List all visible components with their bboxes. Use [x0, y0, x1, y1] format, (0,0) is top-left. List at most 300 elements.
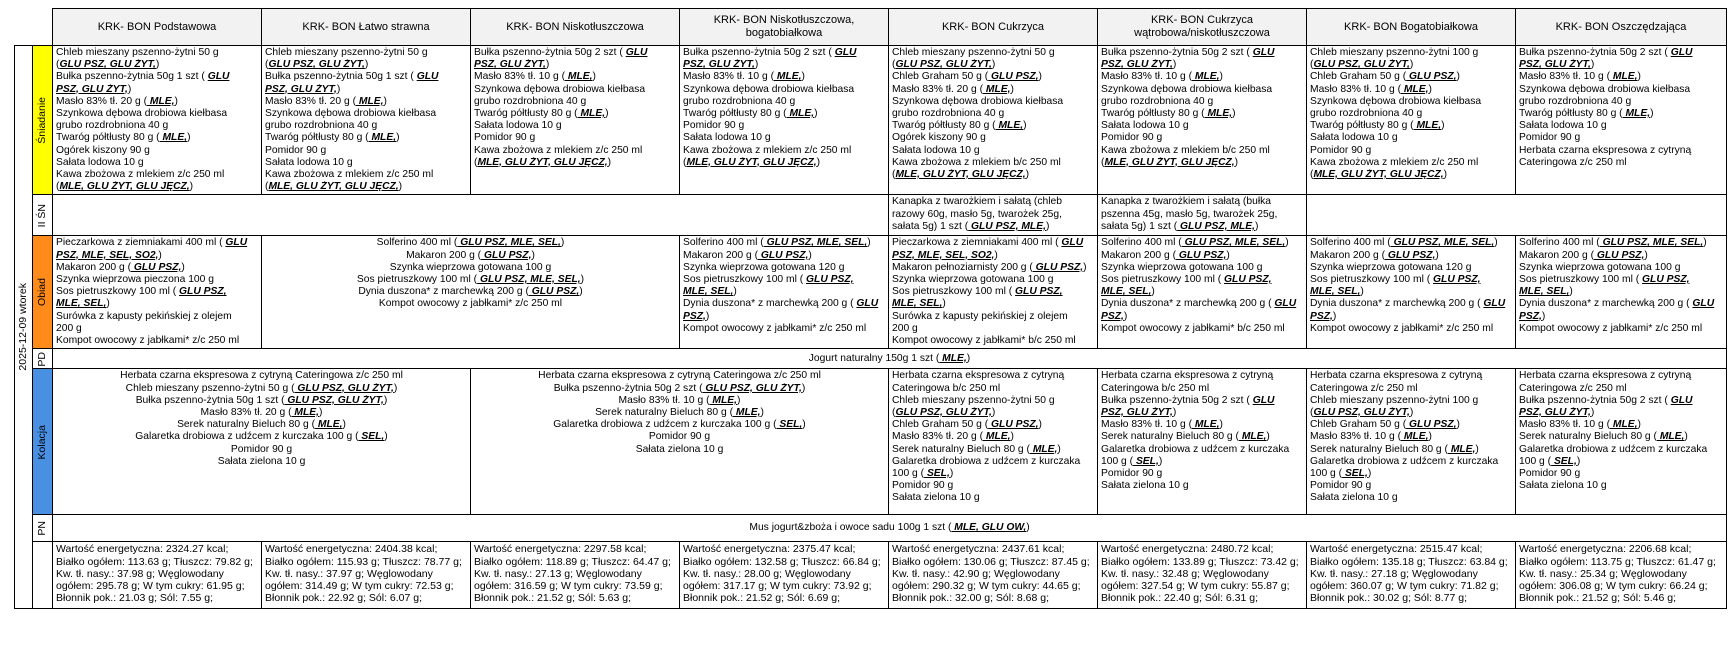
menu-cell	[1516, 369, 1727, 515]
menu-line: Galaretka drobiowa z udźcem z kurczaka	[1519, 443, 1708, 455]
menu-line: Kompot owocowy z jabłkami* z/c 250 ml	[1310, 322, 1494, 334]
menu-line: Chleb Graham 50 g ( GLU PSZ,)	[1310, 71, 1460, 83]
menu-line: Makaron 200 g ( GLU PSZ,)	[1519, 249, 1648, 261]
menu-line: Kw. tł. nasy.: 28.00 g; Węglowodany	[683, 567, 851, 580]
meal-label-kolacja: Kolacja	[33, 369, 53, 515]
allergen-list: MLE, SEL,	[1101, 286, 1152, 298]
menu-line: Dynia duszona* z marchewką 200 g ( GLU	[1519, 298, 1715, 310]
menu-line: Sałata lodowa 10 g	[1101, 120, 1189, 132]
menu-line: Pomidor 90 g	[1310, 480, 1372, 492]
menu-line: Pomidor 90 g	[1519, 468, 1581, 480]
menu-line: Szynka wieprzowa pieczona 100 g	[56, 274, 214, 286]
menu-line: Chleb mieszany pszenno-żytni 100 g	[1310, 394, 1479, 406]
menu-cell	[53, 46, 262, 195]
diet-header: KRK- BON Bogatobiałkowa	[1307, 9, 1516, 46]
allergen-list: GLU	[1483, 298, 1506, 310]
allergen-list: MLE,	[1622, 108, 1651, 120]
nutrition-cell	[1098, 542, 1307, 609]
allergen-list: GLU PSZ,	[179, 286, 227, 298]
menu-line: Kw. tł. nasy.: 25.34 g; Węglowodany	[1519, 567, 1687, 580]
menu-line: Kw. tł. nasy.: 37.97 g; Węglowodany	[265, 567, 433, 580]
allergen-list: MLE,	[577, 108, 606, 120]
menu-line: Błonnik pok.: 21.52 g; Sól: 5.63 g;	[474, 592, 632, 605]
menu-line: MLE, SEL,)	[1101, 286, 1155, 298]
menu-line: (MLE, GLU ŻYT, GLU JĘCZ,)	[474, 156, 612, 168]
allergen-list: GLU PSZ, MLE, SEL,	[1181, 237, 1286, 249]
menu-line: Dynia duszona* z marchewką 200 g ( GLU	[1310, 298, 1506, 310]
menu-line: Sos pietruszkowy 100 ml ( GLU PSZ,	[1101, 274, 1272, 286]
menu-line: Wartość energetyczna: 2480.72 kcal;	[1101, 543, 1274, 556]
menu-line: Szynkowa dębowa drobiowa kiełbasa	[892, 95, 1064, 107]
allergen-list: MLE, SEL,	[1519, 286, 1570, 298]
menu-line: Masło 83% tł. 10 g ( MLE,)	[474, 71, 596, 83]
allergen-list: MLE,	[565, 71, 593, 83]
menu-line: Ogórek kiszony 90 g	[892, 132, 986, 144]
menu-line: Wartość energetyczna: 2206.68 kcal;	[1519, 543, 1692, 556]
allergen-list: GLU PSZ, GLU ŻYT,	[1313, 407, 1410, 419]
menu-line: Szynkowa dębowa drobiowa kiełbasa	[1101, 83, 1273, 95]
menu-line: Chleb mieszany pszenno-żytni 100 g	[1310, 47, 1479, 58]
menu-line: Sos pietruszkowy 100 ml ( GLU PSZ,	[1310, 274, 1481, 286]
menu-line: Twaróg półtłusty 80 g ( MLE,)	[683, 108, 818, 120]
menu-line: Pomidor 90 g	[474, 132, 536, 144]
allergen-list: GLU	[1670, 394, 1693, 406]
menu-line: ogółem: 316.59 g; W tym cukry: 73.59 g;	[474, 580, 663, 593]
allergen-list: GLU PSZ,	[1032, 261, 1084, 273]
allergen-list: GLU PSZ, MLE, SEL,	[477, 274, 581, 286]
allergen-list: GLU	[1692, 298, 1715, 310]
allergen-list: PSZ, GLU ŻYT,	[683, 59, 755, 71]
menu-line: Makaron 200 g ( GLU PSZ,)	[683, 249, 812, 261]
menu-line: Chleb mieszany pszenno-żytni 50 g	[56, 47, 219, 58]
allergen-list: PSZ, GLU ŻYT,	[1519, 59, 1591, 71]
allergen-list: PSZ, GLU ŻYT,	[265, 83, 337, 95]
allergen-list: PSZ,	[683, 310, 706, 322]
meal-row-kolacja	[15, 369, 1727, 515]
allergen-list: GLU	[1061, 237, 1084, 249]
menu-line: PSZ, GLU ŻYT,)	[1519, 407, 1595, 419]
allergen-list: GLU PSZ,	[1406, 71, 1457, 83]
allergen-list: PSZ, GLU ŻYT,	[56, 83, 128, 95]
menu-line: Białko ogółem: 113.63 g; Tłuszcz: 79.82 g;	[56, 555, 253, 568]
menu-cell	[1098, 195, 1307, 236]
menu-line: PSZ, GLU ŻYT,)	[1101, 59, 1177, 71]
menu-line: Chleb mieszany pszenno-żytni 50 g	[265, 47, 428, 58]
allergen-list: GLU PSZ, MLE, SEL,	[1390, 237, 1495, 249]
menu-line: PSZ, GLU ŻYT,)	[1519, 59, 1595, 71]
menu-line: 100 g ( SEL,)	[1310, 468, 1372, 480]
allergen-list: MLE,	[315, 419, 343, 431]
menu-line: Szynka wieprzowa gotowana 120 g	[683, 261, 845, 273]
menu-line: Szynka wieprzowa gotowana 100 g	[892, 274, 1054, 286]
menu-line: Solferino 400 ml ( GLU PSZ, MLE, SEL,)	[683, 237, 871, 249]
diet-header: KRK- BON Cukrzyca	[889, 9, 1098, 46]
menu-line: Chleb mieszany pszenno-żytni 50 g	[892, 47, 1055, 58]
menu-line: Dynia duszona* z marchewką 200 g ( GLU PSZ,)	[358, 286, 583, 298]
diet-header: KRK- BON Łatwo strawna	[262, 9, 471, 46]
menu-line: Masło 83% tł. 10 g ( MLE,)	[683, 71, 805, 83]
allergen-list: MLE,	[1238, 431, 1267, 443]
allergen-list: MLE,	[1401, 431, 1429, 443]
allergen-list: GLU PSZ,	[1406, 419, 1457, 431]
menu-line: Chleb mieszany pszenno-żytni 50 g	[892, 394, 1055, 406]
allergen-list: GLU PSZ,	[1594, 249, 1645, 261]
menu-line: Kompot owocowy z jabłkami* b/c 250 ml	[1101, 322, 1285, 334]
menu-line: Błonnik pok.: 21.52 g; Sól: 6.69 g;	[683, 592, 841, 605]
diet-header: KRK- BON Niskotłuszczowa, bogatobiałkowa	[680, 9, 889, 46]
nutrition-cell	[680, 542, 889, 609]
menu-line: Kw. tł. nasy.: 27.18 g; Węglowodany	[1310, 567, 1478, 580]
menu-line: Sałata lodowa 10 g	[265, 156, 353, 168]
meal-label-pd: PD	[33, 349, 53, 369]
menu-cell	[680, 46, 889, 195]
menu-line: Szynkowa dębowa drobiowa kiełbasa	[1519, 83, 1691, 95]
menu-line: (GLU PSZ, GLU ŻYT,)	[1310, 59, 1414, 71]
header-row	[15, 9, 1727, 46]
empty-cell	[1307, 195, 1727, 236]
menu-line: sałata 5g) 1 szt ( GLU PSZ, MLE,)	[1101, 220, 1259, 232]
allergen-list: MLE,	[733, 407, 761, 419]
menu-cell	[53, 369, 471, 515]
menu-line: pszenna 45g, masło 5g, twarożek 25g,	[1101, 208, 1278, 220]
menu-line: Kompot owocowy z jabłkami* z/c 250 ml	[56, 335, 240, 347]
menu-line: Pieczarkowa z ziemniakami 400 ml ( GLU	[56, 237, 248, 249]
menu-line: Szynkowa dębowa drobiowa kiełbasa	[474, 83, 646, 95]
menu-line: Błonnik pok.: 32.00 g; Sól: 8.68 g;	[892, 592, 1050, 605]
menu-line: 100 g ( SEL,)	[1519, 455, 1581, 467]
allergen-list: SEL,	[1133, 455, 1159, 467]
allergen-list: GLU	[416, 71, 439, 83]
allergen-list: GLU PSZ, MLE, SEL,	[763, 237, 868, 249]
menu-line: MLE, SEL,)	[1519, 286, 1573, 298]
allergen-list: GLU PSZ, GLU ŻYT,	[59, 59, 156, 71]
allergen-list: MLE, SEL,	[892, 298, 943, 310]
menu-line: Cateringowa b/c 250 ml	[1101, 382, 1210, 394]
menu-line: Twaróg półtłusty 80 g ( MLE,)	[1101, 108, 1236, 120]
allergen-list: MLE,	[1204, 108, 1233, 120]
menu-line: Makaron 200 g ( GLU PSZ,)	[1101, 249, 1230, 261]
meal-label-obiad: Obiad	[33, 236, 53, 349]
allergen-list: GLU PSZ,	[131, 261, 182, 273]
allergen-list: PSZ,	[1101, 310, 1124, 322]
menu-line: Wartość energetyczna: 2404.38 kcal;	[265, 543, 438, 556]
menu-line: Chleb mieszany pszenno-żytni 50 g ( GLU PSZ, GLU ŻYT,)	[125, 382, 398, 394]
menu-line: Bułka pszenno-żytnia 50g 2 szt ( GLU	[1101, 394, 1275, 406]
menu-line: MLE, SEL,)	[683, 286, 737, 298]
meal-label-empty	[33, 542, 53, 609]
menu-line: Kawa zbożowa z mlekiem z/c 250 ml	[1310, 156, 1479, 168]
allergen-list: GLU PSZ,	[988, 71, 1039, 83]
menu-cell-shared: Mus jogurt&zboża i owoce sadu 100g 1 szt ( MLE, GLU OW,)	[53, 515, 1727, 542]
allergen-list: GLU PSZ, GLU ŻYT,	[268, 59, 365, 71]
menu-line: Bułka pszenno-żytnia 50g 2 szt ( GLU	[474, 47, 648, 58]
menu-line: Sałata zielona 10 g	[892, 492, 980, 504]
allergen-list: MLE,	[1029, 443, 1058, 455]
allergen-list: MLE, SEL,	[56, 298, 107, 310]
menu-line: PSZ,)	[683, 310, 710, 322]
menu-cell	[262, 236, 680, 349]
allergen-list: MLE,	[1610, 71, 1638, 83]
menu-line: Kompot owocowy z jabłkami* z/c 250 ml	[378, 298, 563, 310]
allergen-list: MLE,	[995, 120, 1024, 132]
menu-line: Solferino 400 ml ( GLU PSZ, MLE, SEL,)	[1310, 237, 1498, 249]
menu-line: Bułka pszenno-żytnia 50g 1 szt ( GLU	[56, 71, 230, 83]
menu-line: Serek naturalny Bieluch 80 g ( MLE,)	[1519, 431, 1688, 443]
menu-line: Cateringowa b/c 250 ml	[892, 382, 1001, 394]
meal-row-iisn	[15, 195, 1727, 236]
date-cell	[15, 46, 33, 609]
menu-line: Pomidor 90 g	[1101, 132, 1163, 144]
menu-line: Twaróg półtłusty 80 g ( MLE,)	[265, 132, 400, 144]
menu-line: Białko ogółem: 135.18 g; Tłuszcz: 63.84 g;	[1310, 555, 1508, 568]
allergen-list: MLE,	[356, 95, 384, 107]
nutrition-cell	[262, 542, 471, 609]
menu-line: Herbata czarna ekspresowa z cytryną	[1310, 370, 1483, 382]
menu-cell	[1307, 46, 1516, 195]
allergen-list: GLU PSZ,	[806, 274, 854, 286]
allergen-list: GLU PSZ,	[1433, 274, 1481, 286]
menu-line: Cateringowa z/c 250 ml	[1310, 382, 1418, 394]
menu-cell	[1098, 369, 1307, 515]
menu-cell	[471, 46, 680, 195]
menu-cell	[1516, 46, 1727, 195]
menu-line: MLE, SEL,)	[56, 298, 110, 310]
menu-line: 200 g	[892, 322, 918, 334]
menu-cell	[262, 46, 471, 195]
menu-cell	[471, 369, 889, 515]
allergen-list: MLE,	[1656, 431, 1685, 443]
menu-line: Kawa zbożowa z mlekiem b/c 250 ml	[1101, 144, 1270, 156]
menu-line: Ogórek kiszony 90 g	[56, 144, 150, 156]
allergen-list: PSZ, GLU ŻYT,	[1101, 407, 1173, 419]
allergen-list: MLE,	[291, 407, 320, 419]
allergen-list: SEL,	[358, 431, 385, 443]
allergen-list: MLE, GLU OW,	[951, 522, 1027, 534]
menu-line: Masło 83% tł. 10 g ( MLE,)	[1519, 419, 1641, 431]
menu-line: Białko ogółem: 118.89 g; Tłuszcz: 64.47 g;	[474, 555, 671, 568]
menu-line: Błonnik pok.: 22.40 g; Sól: 6.31 g;	[1101, 592, 1259, 605]
allergen-list: MLE,	[774, 71, 802, 83]
menu-line: Szynka wieprzowa gotowana 120 g	[1310, 261, 1472, 273]
menu-line: Twaróg półtłusty 80 g ( MLE,)	[474, 108, 609, 120]
menu-line: Sałata zielona 10 g	[1101, 480, 1189, 492]
menu-line: grubo rozdrobniona 40 g	[1310, 108, 1423, 120]
menu-line: (MLE, GLU ŻYT, GLU JĘCZ,)	[683, 156, 821, 168]
menu-line: Twaróg półtłusty 80 g ( MLE,)	[1519, 108, 1654, 120]
menu-line: Serek naturalny Bieluch 80 g ( MLE,)	[595, 407, 764, 419]
menu-line: Cateringowa z/c 250 ml	[1519, 382, 1627, 394]
allergen-list: GLU PSZ,	[1176, 249, 1227, 261]
menu-line: Kawa zbożowa z mlekiem z/c 250 ml	[474, 144, 643, 156]
menu-line: Dynia duszona* z marchewką 200 g ( GLU	[1101, 298, 1297, 310]
menu-line: PSZ, MLE, SEL, SO2,)	[892, 249, 998, 261]
allergen-list: MLE, GLU ŻYT, GLU JĘCZ,	[477, 156, 608, 168]
menu-line: grubo rozdrobniona 40 g	[56, 120, 169, 132]
menu-line: Masło 83% tł. 10 g ( MLE,)	[1310, 431, 1432, 443]
meal-row-pn	[15, 515, 1727, 542]
allergen-list: GLU PSZ,	[988, 419, 1039, 431]
allergen-list: GLU PSZ,	[758, 249, 809, 261]
menu-line: Dynia duszona* z marchewką 200 g ( GLU	[683, 298, 879, 310]
allergen-list: MLE, GLU ŻYT, GLU JĘCZ,	[686, 156, 817, 168]
menu-line: Twaróg półtłusty 80 g ( MLE,)	[892, 120, 1027, 132]
menu-line: Błonnik pok.: 22.92 g; Sól: 6.07 g;	[265, 592, 423, 605]
allergen-list: SEL,	[924, 468, 950, 480]
allergen-list: GLU PSZ,	[1224, 274, 1272, 286]
nutrition-cell	[1516, 542, 1727, 609]
menu-line: PSZ,)	[1101, 310, 1128, 322]
menu-line: Herbata czarna ekspresowa z cytryną	[1101, 370, 1274, 382]
menu-line: (GLU PSZ, GLU ŻYT,)	[265, 59, 369, 71]
menu-line: PSZ, GLU ŻYT,)	[1101, 407, 1177, 419]
allergen-list: GLU	[834, 47, 857, 58]
menu-line: Sałata zielona 10 g	[1310, 492, 1398, 504]
menu-line: PSZ, GLU ŻYT,)	[265, 83, 341, 95]
meal-row-obiad	[15, 236, 1727, 349]
nutrition-cell	[471, 542, 680, 609]
allergen-list: MLE,	[786, 108, 815, 120]
menu-line: Solferino 400 ml ( GLU PSZ, MLE, SEL,)	[1519, 237, 1707, 249]
menu-line: Surówka z kapusty pekińskiej z olejem	[56, 310, 232, 322]
menu-cell	[1516, 236, 1727, 349]
menu-line: Kanapka z twarożkiem i sałatą (chleb	[892, 196, 1062, 208]
menu-line: Kawa zbożowa z mlekiem b/c 250 ml	[892, 156, 1061, 168]
menu-line: (MLE, GLU ŻYT, GLU JĘCZ,)	[265, 181, 403, 193]
allergen-list: MLE, SEL,	[683, 286, 734, 298]
menu-line: Galaretka drobiowa z udźcem z kurczaka	[1310, 455, 1499, 467]
menu-line: grubo rozdrobniona 40 g	[1519, 95, 1632, 107]
menu-line: Błonnik pok.: 21.52 g; Sól: 5.46 g;	[1519, 592, 1677, 605]
allergen-list: PSZ, MLE, SEL, SO2,	[892, 249, 995, 261]
menu-line: Sałata zielona 10 g	[1519, 480, 1607, 492]
menu-line: Szynkowa dębowa drobiowa kiełbasa	[265, 108, 437, 120]
menu-line: Makaron pełnoziarnisty 200 g ( GLU PSZ,)	[892, 261, 1087, 273]
allergen-list: GLU PSZ, GLU ŻYT,	[895, 407, 992, 419]
menu-line: Pomidor 90 g	[892, 480, 954, 492]
menu-cell	[889, 46, 1098, 195]
allergen-list: MLE,	[983, 83, 1011, 95]
menu-cell	[1098, 46, 1307, 195]
menu-line: razowy 60g, masło 5g, twarożek 25g,	[892, 208, 1062, 220]
menu-line: Szynkowa dębowa drobiowa kiełbasa	[56, 108, 228, 120]
menu-line: Masło 83% tł. 20 g ( MLE,)	[892, 431, 1014, 443]
menu-cell	[889, 369, 1098, 515]
menu-line: Pomidor 90 g	[683, 120, 745, 132]
menu-line: Pomidor 90 g	[1310, 144, 1372, 156]
menu-line: grubo rozdrobniona 40 g	[265, 120, 378, 132]
allergen-list: GLU PSZ, MLE,	[968, 220, 1046, 232]
diet-header: KRK- BON Oszczędzająca	[1516, 9, 1727, 46]
menu-line: ogółem: 360.07 g; W tym cukry: 71.82 g;	[1310, 580, 1499, 593]
menu-line: Kw. tł. nasy.: 37.98 g; Węglowodany	[56, 567, 224, 580]
allergen-list: SEL,	[1551, 455, 1577, 467]
menu-line: Sałata lodowa 10 g	[474, 120, 562, 132]
menu-line: Białko ogółem: 115.93 g; Tłuszcz: 78.77 g;	[265, 555, 462, 568]
menu-line: Pomidor 90 g	[1519, 132, 1581, 144]
allergen-list: MLE, GLU ŻYT, GLU JĘCZ,	[1104, 156, 1235, 168]
menu-line: Galaretka drobiowa z udźcem z kurczaka	[892, 455, 1081, 467]
allergen-list: MLE,	[147, 95, 175, 107]
menu-line: (GLU PSZ, GLU ŻYT,)	[1310, 407, 1414, 419]
allergen-list: GLU	[1252, 47, 1275, 58]
allergen-list: GLU	[1274, 298, 1297, 310]
menu-line: Bułka pszenno-żytnia 50g 2 szt ( GLU	[1101, 47, 1275, 58]
allergen-list: GLU PSZ, GLU ŻYT,	[895, 59, 992, 71]
menu-line: Herbata czarna ekspresowa z cytryną Cateringowa z/c 250 ml	[120, 370, 403, 382]
menu-line: Sos pietruszkowy 100 ml ( GLU PSZ,	[683, 274, 854, 286]
corner	[15, 9, 53, 46]
menu-line: Solferino 400 ml ( GLU PSZ, MLE, SEL,)	[376, 237, 565, 249]
menu-line: Szynka wieprzowa gotowana 100 g	[1101, 261, 1263, 273]
allergen-list: MLE,	[709, 394, 738, 406]
menu-cell	[1307, 236, 1516, 349]
menu-line: Masło 83% tł. 10 g ( MLE,)	[1101, 71, 1223, 83]
menu-cell	[53, 236, 262, 349]
nutrition-cell	[889, 542, 1098, 609]
menu-line: ogółem: 306.08 g; W tym cukry: 66.24 g;	[1519, 580, 1708, 593]
menu-line: Herbata czarna ekspresowa z cytryną	[892, 370, 1065, 382]
allergen-list: PSZ,	[1519, 310, 1542, 322]
allergen-list: PSZ, GLU ŻYT,	[474, 59, 546, 71]
menu-line: MLE, SEL,)	[892, 298, 946, 310]
menu-line: ogółem: 295.78 g; W tym cukry: 61.95 g;	[56, 580, 245, 593]
allergen-list: MLE, GLU ŻYT, GLU JĘCZ,	[895, 169, 1026, 181]
menu-line: Sałata lodowa 10 g	[892, 144, 980, 156]
menu-line: Kawa zbożowa z mlekiem z/c 250 ml	[56, 169, 225, 181]
menu-line: Serek naturalny Bieluch 80 g ( MLE,)	[892, 443, 1061, 455]
menu-cell	[1307, 369, 1516, 515]
menu-line: Masło 83% tł. 20 g ( MLE,)	[265, 95, 387, 107]
menu-line: Masło 83% tł. 10 g ( MLE,)	[1519, 71, 1641, 83]
menu-line: Kw. tł. nasy.: 27.13 g; Węglowodany	[474, 567, 642, 580]
menu-line: Sałata lodowa 10 g	[1519, 120, 1607, 132]
menu-line: Białko ogółem: 113.75 g; Tłuszcz: 61.47 g;	[1519, 555, 1716, 568]
meal-label-pn: PN	[33, 515, 53, 542]
menu-line: grubo rozdrobniona 40 g	[1101, 95, 1214, 107]
allergen-list: GLU	[1252, 394, 1275, 406]
menu-line: Masło 83% tł. 10 g ( MLE,)	[618, 394, 741, 406]
menu-line: Szynka wieprzowa gotowana 100 g	[389, 261, 552, 273]
menu-line: Herbata czarna ekspresowa z cytryną	[1519, 370, 1692, 382]
allergen-list: MLE,	[1447, 443, 1476, 455]
menu-line: Sałata lodowa 10 g	[683, 132, 771, 144]
menu-line: Szynkowa dębowa drobiowa kiełbasa	[1310, 95, 1482, 107]
diet-header: KRK- BON Cukrzyca wątrobowa/niskotłuszczowa	[1098, 9, 1307, 46]
menu-cell	[889, 195, 1098, 236]
allergen-list: MLE,	[983, 431, 1011, 443]
menu-line: Makaron 200 g ( GLU PSZ,)	[1310, 249, 1439, 261]
menu-line: Herbata czarna ekspresowa z cytryną	[1519, 144, 1692, 156]
menu-line: Sos pietruszkowy 100 ml ( GLU PSZ, MLE, SEL,)	[356, 274, 585, 286]
menu-line: Wartość energetyczna: 2437.61 kcal;	[892, 543, 1065, 556]
menu-line: (MLE, GLU ŻYT, GLU JĘCZ,)	[56, 181, 194, 193]
menu-line: Twaróg półtłusty 80 g ( MLE,)	[1310, 120, 1445, 132]
menu-line: MLE, SEL,)	[1310, 286, 1364, 298]
allergen-list: MLE, GLU ŻYT, GLU JĘCZ,	[268, 181, 399, 193]
menu-line: Cateringowa z/c 250 ml	[1519, 156, 1627, 168]
menu-line: PSZ,)	[1310, 310, 1337, 322]
allergen-list: GLU PSZ, MLE,	[1177, 220, 1255, 232]
menu-line: (GLU PSZ, GLU ŻYT,)	[892, 59, 996, 71]
menu-line: 100 g ( SEL,)	[1101, 455, 1163, 467]
allergen-list: PSZ, GLU ŻYT,	[1519, 407, 1591, 419]
allergen-list: GLU PSZ,	[1015, 286, 1063, 298]
menu-line: Sos pietruszkowy 100 ml ( GLU PSZ,	[1519, 274, 1690, 286]
menu-line: Masło 83% tł. 20 g ( MLE,)	[892, 83, 1014, 95]
menu-line: (MLE, GLU ŻYT, GLU JĘCZ,)	[1310, 169, 1448, 181]
menu-line: grubo rozdrobniona 40 g	[474, 95, 587, 107]
menu-line: Bułka pszenno-żytnia 50g 2 szt ( GLU PSZ, GLU ŻYT,)	[553, 382, 806, 394]
